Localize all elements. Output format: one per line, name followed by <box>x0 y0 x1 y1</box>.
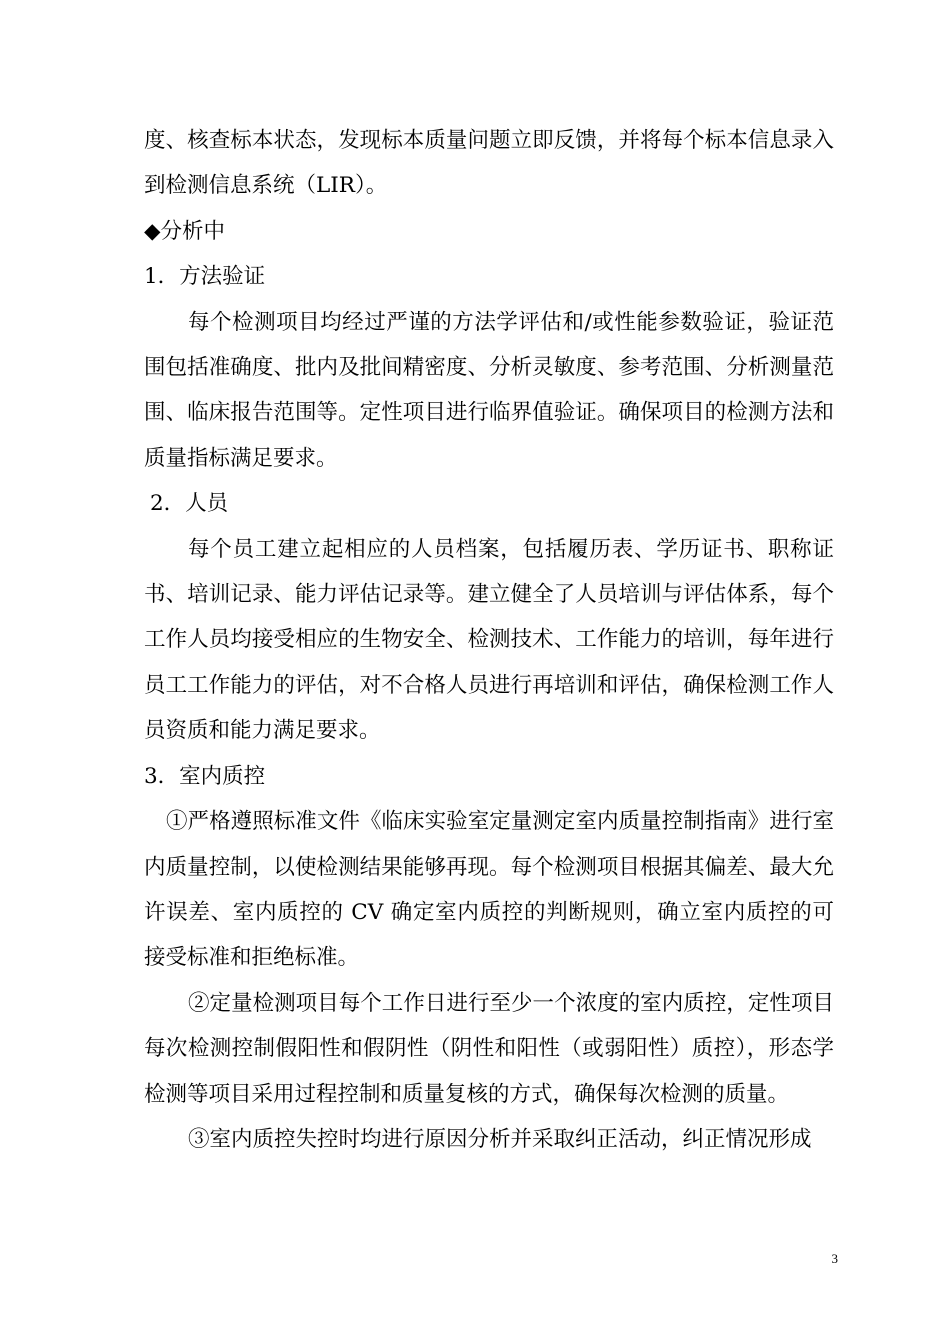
personnel-paragraph: 每个员工建立起相应的人员档案，包括履历表、学历证书、职称证书、培训记录、能力评估记录等。建立健全了人员培训与评估体系，每个工作人员均接受相应的生物安全、检测技术、工作能力的培训，每年进行员工工作能力的评估，对不合格人员进行再培训和评估，确保检测工作人员资质和能力满足要求。 <box>144 536 834 744</box>
page-body <box>144 118 834 1162</box>
method-validation-paragraph: 每个检测项目均经过严谨的方法学评估和/或性能参数验证，验证范围包括准确度、批内及批间精密度、分析灵敏度、参考范围、分析测量范围、临床报告范围等。定性项目进行临界值验证。确保项目的检测方法和质量指标满足要求。 <box>144 309 834 471</box>
section-during-analysis: ◆分析中 <box>144 218 226 244</box>
internal-qc-paragraph-3: ③室内质控失控时均进行原因分析并采取纠正活动，纠正情况形成 <box>188 1126 812 1152</box>
page-number: 3 <box>831 1251 838 1266</box>
heading-method-validation: 1．方法验证 <box>144 264 266 290</box>
internal-qc-paragraph-2: ②定量检测项目每个工作日进行至少一个浓度的室内质控，定性项目每次检测控制假阳性和假阴性（阴性和阳性（或弱阳性）质控），形态学检测等项目采用过程控制和质量复核的方式，确保每次检测的质量。 <box>144 990 834 1107</box>
intro-continuation-paragraph: 度、核查标本状态，发现标本质量问题立即反馈，并将每个标本信息录入到检测信息系统（LIR）。 <box>144 128 834 199</box>
heading-internal-qc: 3．室内质控 <box>144 763 266 789</box>
internal-qc-paragraph-1: ①严格遵照标准文件《临床实验室定量测定室内质量控制指南》进行室内质量控制，以使检测结果能够再现。每个检测项目根据其偏差、最大允许误差、室内质控的 CV 确定室内质控的判断规则，确立室内质控的可接受标准和拒绝标准。 <box>144 809 834 971</box>
heading-personnel: 2．人员 <box>150 491 229 517</box>
